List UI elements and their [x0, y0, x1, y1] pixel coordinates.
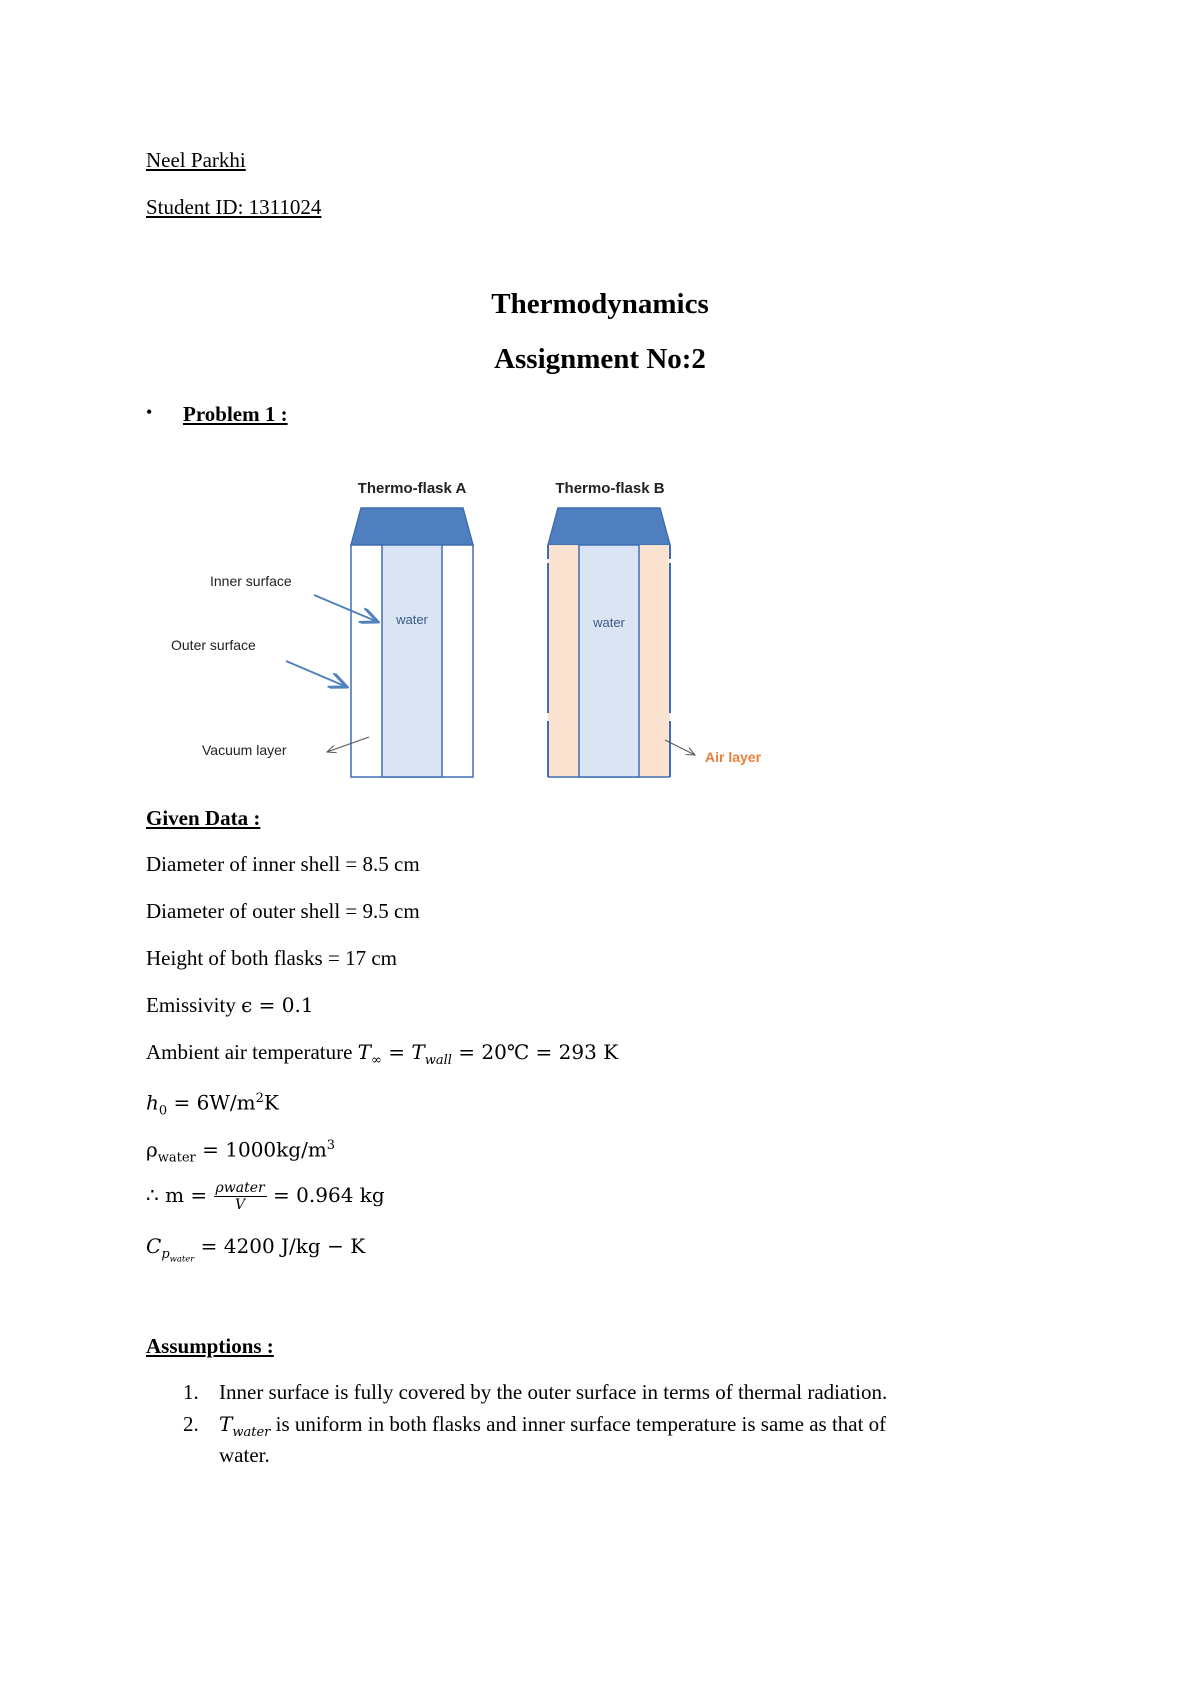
- emissivity-equation: ϵ = 0.1: [241, 993, 314, 1017]
- ambient-temperature-line: Ambient air temperature $T_\infty = T_{wall}$ = 20℃ = 293 K: [146, 1040, 619, 1068]
- flask-b-water-label: water: [593, 615, 625, 630]
- mass-line: [146, 1180, 385, 1213]
- assumptions-heading: Assumptions :: [146, 1334, 274, 1358]
- flask-b-lid: [548, 508, 670, 545]
- flask-b-title: Thermo-flask B: [555, 480, 665, 497]
- mass-prefix: ∴ m =: [146, 1183, 214, 1207]
- inner-surface-label: Inner surface: [210, 573, 292, 589]
- h0-line: $h_0 = 6W/m^2K$: [146, 1090, 279, 1119]
- vacuum-layer-label: Vacuum layer: [202, 742, 287, 758]
- air-layer-label: Air layer: [705, 749, 762, 765]
- flask-a-water: [382, 545, 442, 777]
- density-value: = 1000kg/m: [195, 1137, 327, 1162]
- mass-value: = 0.964 kg: [266, 1183, 385, 1207]
- emissivity-line: [146, 992, 314, 1018]
- assumption-2-number: 2.: [183, 1412, 199, 1436]
- outer-surface-arrow: [286, 661, 347, 687]
- document-title: Thermodynamics: [491, 288, 709, 320]
- assumption-2: $T_{water}$ is uniform in both flasks and inner surface temperature is same as that of: [219, 1412, 887, 1440]
- h0-value: = 6W/m: [167, 1090, 256, 1115]
- h0-unit: K: [263, 1090, 279, 1115]
- specific-heat-value: = 4200 J/kg − K: [194, 1234, 366, 1258]
- given-data-heading: Given Data :: [146, 806, 261, 830]
- inner-diameter: Diameter of inner shell = 8.5 cm: [146, 852, 420, 876]
- flask-a-title: Thermo-flask A: [357, 480, 467, 497]
- mass-fraction: $\frac{\text{ρwater}}{V}$: [215, 1180, 265, 1213]
- thermo-flask-diagram: [150, 465, 790, 790]
- flask-height: Height of both flasks = 17 cm: [146, 946, 397, 970]
- student-id: Student ID: 1311024: [146, 195, 322, 219]
- flask-b-water: [579, 545, 639, 777]
- assignment-number: Assignment No:2: [494, 343, 706, 375]
- outer-diameter: Diameter of outer shell = 9.5 cm: [146, 899, 420, 923]
- problem-heading: Problem 1 :: [183, 402, 288, 426]
- bullet-icon: •: [146, 402, 153, 422]
- author-name: Neel Parkhi: [146, 148, 246, 172]
- ambient-equation: = 20℃ = 293 K: [451, 1040, 619, 1064]
- assumption-1: Inner surface is fully covered by the outer surface in terms of thermal radiation.: [219, 1380, 888, 1404]
- flask-a-water-label: water: [396, 612, 428, 627]
- outer-surface-label: Outer surface: [171, 637, 256, 653]
- emissivity-label: Emissivity: [146, 993, 236, 1017]
- ambient-label: Ambient air temperature: [146, 1040, 353, 1064]
- assumption-2-continued: water.: [219, 1443, 270, 1467]
- assumption-1-number: 1.: [183, 1380, 199, 1404]
- flask-a-lid: [351, 508, 473, 545]
- specific-heat-line: $C_{p_{water}} = 4200$ J/kg − K: [146, 1234, 366, 1264]
- density-line: $\rho_{water} = 1000kg/m^3$: [146, 1137, 336, 1166]
